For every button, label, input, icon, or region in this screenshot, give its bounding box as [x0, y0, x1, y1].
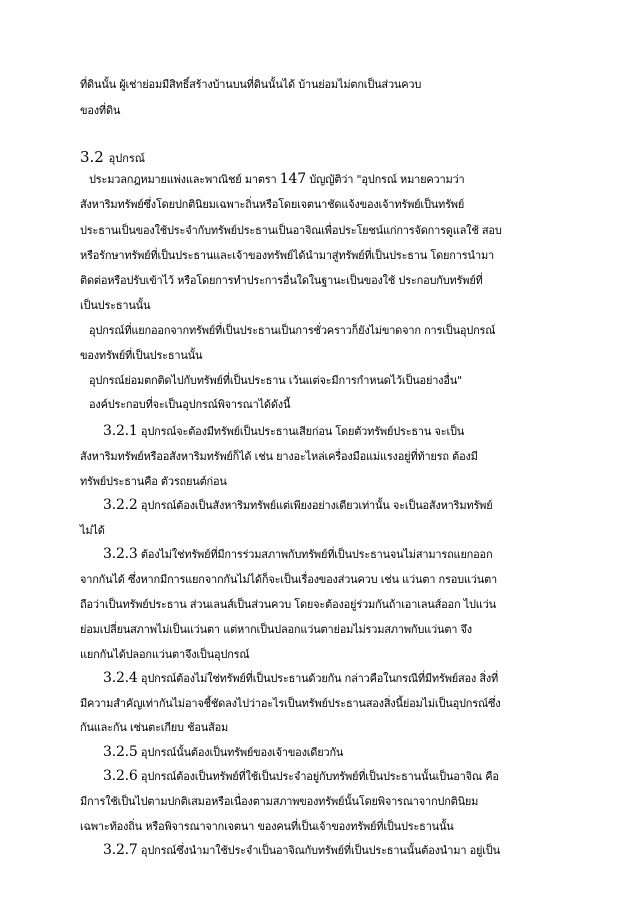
item-number: 3.2.3 [103, 546, 138, 562]
item-number: 3.2.5 [103, 744, 138, 760]
item-3-2-3 [103, 546, 492, 563]
item-3-2-7 [103, 842, 500, 859]
section-number: 3.2 [80, 148, 104, 166]
item-3-2-6-line-2: มีการใช้เป็นไปตามปกติเสมอหรือเนื่องตามสภาพของทรัพย์นั้นโดยพิจารณาจากปกตินิยม [80, 795, 479, 808]
item-3-2-6 [103, 768, 499, 785]
law-line-1-post: บัญญัติว่า "อุปกรณ์ หมายความว่า [309, 173, 465, 186]
item-3-2-5 [103, 744, 343, 761]
law-line-4: หรือรักษาทรัพย์ที่เป็นประธานและเจ้าของทรัพย์ได้นำมาสู่ทรัพย์ที่เป็นประธาน โดยการนำมา [80, 249, 494, 262]
law-line-1-pre: ประมวลกฎหมายแพ่งและพาณิชย์ มาตรา [89, 173, 277, 186]
item-3-2-3-line-2: จากกันได้ ซึ่งหากมีการแยกจากกันไม่ได้ก็จะเป็นเรื่องของส่วนควบ เช่น แว่นตา กรอบแว่นตา [80, 573, 498, 586]
item-number: 3.2.2 [103, 497, 138, 513]
intro-line-1: ที่ดินนั้น ผู้เช่าย่อมมีสิทธิ์สร้างบ้านบนที่ดินนั้นได้ บ้านย่อมไม่ตกเป็นส่วนควบ [80, 78, 422, 91]
section-title: อุปกรณ์ [108, 152, 146, 165]
law-section-number: 147 [279, 171, 306, 187]
item-first-line: อุปกรณ์ซึ่งนำมาใช้ประจำเป็นอาจิณกับทรัพย์ที่เป็นประธานนั้นต้องนำมา อยู่เป็น [140, 844, 500, 857]
item-3-2-3-line-5: แยกกันได้ปลอกแว่นตาจึงเป็นอุปกรณ์ [80, 648, 250, 661]
item-3-2-1-line-2: สังหาริมทรัพย์หรืออสังหาริมทรัพย์ก็ได้ เช่น ยางอะไหล่เครื่องมือแม่แรงอยู่ที่ท้ายรถ ต้องมี [80, 450, 478, 463]
item-number: 3.2.7 [103, 842, 138, 858]
item-first-line: ต้องไม่ใช่ทรัพย์ที่มีการร่วมสภาพกับทรัพย์ที่เป็นประธานจนไม่สามารถแยกออก [140, 548, 493, 561]
law-line-7: อุปกรณ์ที่แยกออกจากทรัพย์ที่เป็นประธานเป็นการชั่วคราวก็ยังไม่ขาดจาก การเป็นอุปกรณ์ [89, 324, 496, 337]
law-line-10: องค์ประกอบที่จะเป็นอุปกรณ์พิจารณาได้ดังนี้ [89, 398, 291, 411]
item-first-line: อุปกรณ์ต้องเป็นทรัพย์ที่ใช้เป็นประจำอยู่กับทรัพย์ที่เป็นประธานนั้นเป็นอาจิณ คือ [140, 770, 499, 783]
item-3-2-2-line-2: ไม่ได้ [80, 524, 105, 537]
item-first-line: อุปกรณ์จะต้องมีทรัพย์เป็นประธานเสียก่อน โดยตัวทรัพย์ประธาน จะเป็น [140, 425, 465, 438]
law-line-2: สังหาริมทรัพย์ซึ่งโดยปกตินิยมเฉพาะถิ่นหรือโดยเจตนาชัดแจ้งของเจ้าทรัพย์เป็นทรัพย์ [80, 198, 465, 211]
item-first-line: อุปกรณ์ต้องเป็นสังหาริมทรัพย์แต่เพียงอย่างเดียวเท่านั้น จะเป็นอสังหาริมทรัพย์ [140, 499, 493, 512]
section-heading [80, 148, 145, 168]
law-line-9: อุปกรณ์ย่อมตกติดไปกับทรัพย์ที่เป็นประธาน เว้นแต่จะมีการกำหนดไว้เป็นอย่างอื่น" [89, 374, 462, 387]
law-line-1 [89, 172, 464, 187]
law-line-3: ประธานเป็นของใช้ประจำกับทรัพย์ประธานเป็นอาจิณเพื่อประโยชน์แก่การจัดการดูแลใช้ สอบ [80, 224, 502, 237]
item-number: 3.2.6 [103, 768, 138, 784]
law-line-5: ติดต่อหรือปรับเข้าไว้ หรือโดยการทำประการอื่นใดในฐานะเป็นของใช้ ประกอบกับทรัพย์ที่ [80, 274, 483, 287]
item-3-2-3-line-4: ย่อมเปลี่ยนสภาพไม่เป็นแว่นตา แต่หากเป็นปลอกแว่นตาย่อมไม่รวมสภาพกับแว่นตา จึง [80, 623, 472, 636]
item-3-2-1-line-3: ทรัพย์ประธานคือ ตัวรถยนต์ก่อน [80, 475, 227, 488]
law-line-6: เป็นประธานนั้น [80, 299, 151, 312]
intro-line-2: ของที่ดิน [80, 104, 121, 117]
item-number: 3.2.4 [103, 670, 138, 686]
item-first-line: อุปกรณ์ต้องไม่ใช่ทรัพย์ที่เป็นประธานด้วยกัน กล่าวคือในกรณีที่มีทรัพย์สอง สิ่งที่ [140, 672, 499, 685]
item-3-2-4 [103, 670, 498, 687]
item-3-2-1 [103, 423, 464, 440]
item-first-line: อุปกรณ์นั้นต้องเป็นทรัพย์ของเจ้าของเดียวกัน [140, 746, 344, 759]
law-line-8: ของทรัพย์ที่เป็นประธานนั้น [80, 349, 203, 362]
item-3-2-4-line-3: กันและกัน เช่นตะเกียบ ช้อนส้อม [80, 721, 229, 734]
item-3-2-4-line-2: มีความสำคัญเท่ากันไม่อาจชี้ชัดลงไปว่าอะไรเป็นทรัพย์ประธานสองสิ่งนี้ย่อมไม่เป็นอุปกรณ์ซึ่ง [80, 697, 501, 710]
item-3-2-2 [103, 497, 492, 514]
item-3-2-6-line-3: เฉพาะท้องถิ่น หรือพิจารณาจากเจตนา ของคนที่เป็นเจ้าของทรัพย์ที่เป็นประธานนั้น [80, 820, 454, 833]
item-number: 3.2.1 [103, 423, 138, 439]
item-3-2-3-line-3: ถือว่าเป็นทรัพย์ประธาน ส่วนเลนส์เป็นส่วนควบ โดยจะต้องอยู่ร่วมกันถ้าเอาเลนส์ออก ไปแว่น [80, 598, 496, 611]
